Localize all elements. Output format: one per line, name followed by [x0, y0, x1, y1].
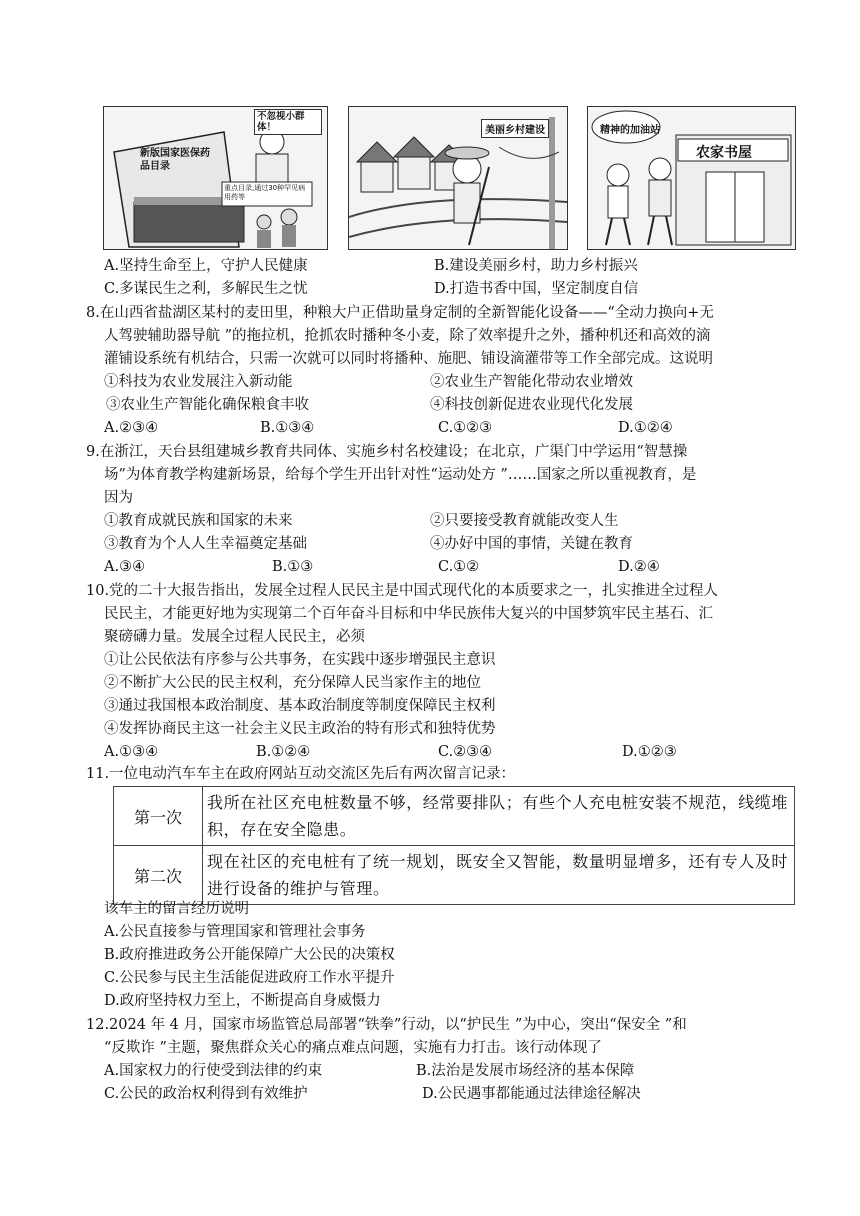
cartoon-farm-bookstore [587, 106, 796, 250]
table-row-label: 第二次 [114, 846, 203, 905]
q7-option-a: A.坚持生命至上，守护人民健康 [104, 258, 308, 274]
cartoon1-box-label: 新版国家医保药品目录 [140, 148, 210, 172]
q9-option-b: B.①③ [272, 559, 314, 575]
q10-item-1: ①让公民依法有序参与公共事务，在实践中逐步增强民主意识 [104, 652, 496, 668]
table-row-label: 第一次 [114, 787, 203, 846]
cartoon-beautiful-village [348, 106, 568, 250]
q9-item-1: ①教育成就民族和国家的未来 [104, 513, 293, 529]
q11-option-b: B.政府推进政务公开能保障广大公民的决策权 [104, 947, 395, 963]
q9-item-3: ③教育为个人人生幸福奠定基础 [104, 536, 307, 552]
q12-stem-line1: 12.2024 年 4 月，国家市场监管总局部署“铁拳”行动，以“护民生 ”为中心，突出“保安全 ”和 [86, 1017, 687, 1033]
q10-option-b: B.①②④ [256, 744, 311, 760]
cartoon-medical-insurance [103, 106, 328, 250]
cartoon2-sign: 美丽乡村建设 [481, 119, 549, 138]
q9-stem-line3: 因为 [104, 490, 133, 506]
table-row-text: 我所在社区充电桩数量不够，经常要排队；有些个人充电桩安装不规范，线缆堆积，存在安全隐患。 [203, 787, 795, 846]
q9-item-4: ④办好中国的事情，关键在教育 [430, 536, 633, 552]
q8-option-b: B.①③④ [260, 420, 315, 436]
q8-option-c: C.①②③ [438, 420, 493, 436]
q10-option-d: D.①②③ [622, 744, 677, 760]
q9-item-2: ②只要接受教育就能改变人生 [430, 513, 619, 529]
cartoon1-note: 重点目录,通过30种罕见病用药等 [224, 184, 306, 201]
q8-option-a: A.②③④ [104, 420, 159, 436]
q8-stem-line1: 8.在山西省盐湖区某村的麦田里，种粮大户正借助量身定制的全新智能化设备——“全动力换向+无 [86, 305, 714, 321]
q10-stem-line1: 10.党的二十大报告指出，发展全过程人民民主是中国式现代化的本质要求之一，扎实推进全过程人 [86, 583, 719, 599]
q10-item-3: ③通过我国根本政治制度、基本政治制度等制度保障民主权利 [104, 698, 496, 714]
q12-option-a: A.国家权力的行使受到法律的约束 [104, 1063, 323, 1079]
q7-option-c: C.多谋民生之利，多解民生之忧 [104, 281, 308, 297]
q10-stem-line3: 聚磅礴力量。发展全过程人民民主，必须 [104, 629, 365, 645]
message-record-table [113, 786, 795, 905]
q9-stem-line2: 场”为体育教学构建新场景，给每个学生开出针对性“运动处方 ”……国家之所以重视教育，是 [104, 467, 697, 483]
table-row-text: 现在社区的充电桩有了统一规划，既安全又智能，数量明显增多，还有专人及时进行设备的维护与管理。 [203, 846, 795, 905]
q11-option-a: A.公民直接参与管理国家和管理社会事务 [104, 924, 366, 940]
q12-option-b: B.法治是发展市场经济的基本保障 [416, 1063, 635, 1079]
q8-item-1: ①科技为农业发展注入新动能 [104, 374, 293, 390]
q8-option-d: D.①②④ [618, 420, 673, 436]
q8-stem-line3: 灌铺设系统有机结合，只需一次就可以同时将播种、施肥、铺设滴灌带等工作全部完成。这说明 [104, 351, 713, 367]
q9-option-d: D.②④ [618, 559, 660, 575]
table-row [114, 787, 795, 846]
q8-stem-line2: 人驾驶辅助器导航 ”的拖拉机，抢抓农时播种冬小麦，除了效率提升之外，播种机还和高效的滴 [104, 328, 711, 344]
q12-stem-line2: “反欺诈 ”主题，聚焦群众关心的痛点难点问题，实施有力打击。该行动体现了 [104, 1040, 602, 1056]
q9-stem-line1: 9.在浙江，天台县组建城乡教育共同体、实施乡村名校建设；在北京，广渠门中学运用“智慧操 [86, 444, 688, 460]
cartoon3-bubble: 精神的加油站 [600, 125, 660, 136]
q12-option-c: C.公民的政治权利得到有效维护 [104, 1086, 308, 1102]
q12-option-d: D.公民遇事都能通过法律途径解决 [422, 1086, 641, 1102]
q7-option-d: D.打造书香中国，坚定制度自信 [434, 281, 639, 297]
q10-option-c: C.②③④ [438, 744, 493, 760]
q8-item-2: ②农业生产智能化带动农业增效 [430, 374, 633, 390]
cartoon3-sign: 农家书屋 [696, 145, 752, 161]
q7-option-b: B.建设美丽乡村，助力乡村振兴 [434, 258, 638, 274]
q11-option-c: C.公民参与民主生活能促进政府工作水平提升 [104, 970, 395, 986]
q8-item-4: ④科技创新促进农业现代化发展 [430, 397, 633, 413]
q9-option-a: A.③④ [104, 559, 146, 575]
q11-stem: 11.一位电动汽车车主在政府网站互动交流区先后有两次留言记录： [86, 766, 516, 782]
q9-option-c: C.①② [438, 559, 480, 575]
table-row [114, 846, 795, 905]
q10-stem-line2: 民民主，才能更好地为实现第二个百年奋斗目标和中华民族伟大复兴的中国梦筑牢民主基石、汇 [104, 606, 713, 622]
q11-option-d: D.政府坚持权力至上，不断提高自身威慑力 [104, 993, 381, 1009]
q11-question: 该车主的留言经历说明 [104, 901, 249, 917]
q10-item-4: ④发挥协商民主这一社会主义民主政治的特有形式和独特优势 [104, 721, 496, 737]
cartoon1-sign: 不忽视小群体！ [254, 109, 322, 135]
q10-item-2: ②不断扩大公民的民主权利，充分保障人民当家作主的地位 [104, 675, 481, 691]
q10-option-a: A.①③④ [104, 744, 159, 760]
q8-item-3: ③农业生产智能化确保粮食丰收 [106, 397, 309, 413]
